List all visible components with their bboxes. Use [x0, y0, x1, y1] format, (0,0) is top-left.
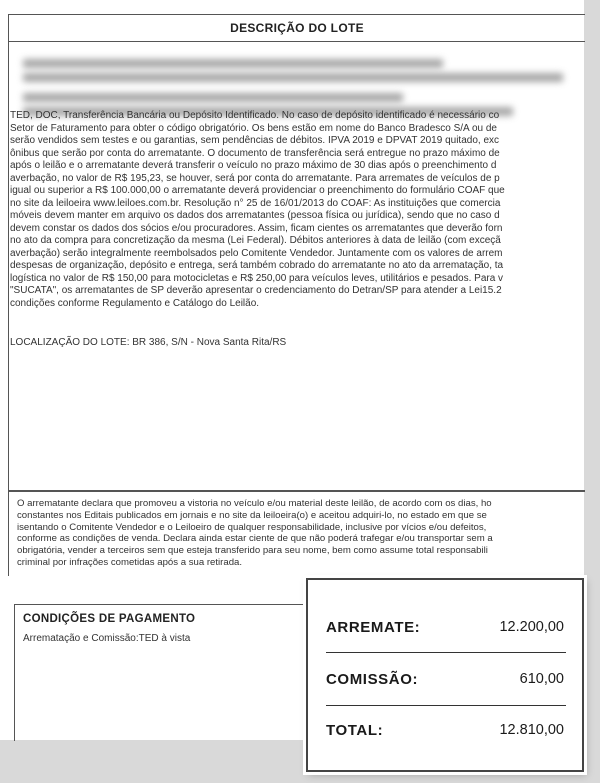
lot-description-body: TED, DOC, Transferência Bancária ou Depósito Identificado. No caso de depósito identificado é necessário co Setor de Faturamento para obter o código obrigatório. Os bens estão em nome do Banco Bradesco S/A ou de serão vendidos sem testes e ou garantias, sem pendências de débitos. IPVA 2019 e DPVAT 2019 quitado, exc ônibus que serão por conta do arrematante. O documento de transferência será entregue no prazo máximo de após o leilão e o arrematante deverá transferir o veículo no prazo máximo de 30 dias após o preenchimento d averbação, no valor de R$ 195,23, se houver, será por conta do arrematante. Para arremates de veículos de p igual ou superior a R$ 100.000,00 o arrematante deverá providenciar o preenchimento do formulário COAF que no site da leiloeira www.leiloes.com.br. Resolução n° 25 de 16/01/2013 do COAF: As instituições que comercia móveis devem manter em arquivo os dados dos arrematantes (pessoa física ou jurídica), sendo que no caso d devem constar os dados dos sócios e/ou procuradores. Assim, ficam cientes os arrematantes que deverão forn no ato da compra para concretização da mesma (Lei Federal). Débitos anteriores à data de leilão (com exceçã averbação) serão integralmente reembolsados pelo Comitente Vendedor. Juntamente com os valores de arrem despesas de organização, depósito e entrega, será também cobrado do arrematante no ato da arrematação, ta logística no valor de R$ 150,00 para motocicletas e R$ 250,00 para veículos leves, utilitários e pesados. Para v "SUCATA", os arrematantes de SP deverão apresentar o credenciamento do Detran/SP para atender a Lei15.2 condições conforme Regulamento e Catálogo do Leilão. [10, 110, 505, 309]
total-value: 12.810,00 [499, 722, 564, 738]
arremate-row [326, 612, 564, 642]
redacted-line [23, 73, 563, 82]
arremate-value: 12.200,00 [499, 619, 564, 635]
comissao-label: COMISSÃO: [326, 670, 419, 688]
total-row [326, 715, 564, 745]
declaration-text: O arrematante declara que promoveu a vistoria no veículo e/ou material deste leilão, de acordo com os dias, ho constantes nos Editais publicados em jornais e no site da leiloeira(o) e aceitou adquiri-lo, no estado em que se isentando o Comitente Vendedor e o Leiloeiro de qualquer responsabilidade, inclusive por vícios e/ou defeitos, conforme as condições de venda. Declara ainda estar ciente de que não poderá trafegar e/ou transportar sem a obrigatória, vender a terceiros sem que esteja transferido para seu nome, bem como assume total responsabili criminal por infrações cometidas após a sua retirada. [17, 498, 493, 568]
redacted-line [23, 59, 443, 68]
redacted-line [23, 93, 403, 102]
declaration-section [8, 491, 585, 576]
total-label: TOTAL: [326, 721, 384, 739]
arremate-label: ARREMATE: [326, 618, 421, 636]
divider [326, 652, 566, 653]
divider [326, 705, 566, 706]
lot-location: LOCALIZAÇÃO DO LOTE: BR 386, S/N - Nova Santa Rita/RS [10, 337, 287, 348]
comissao-value: 610,00 [519, 671, 564, 687]
payment-conditions-title: CONDIÇÕES DE PAGAMENTO [23, 613, 196, 625]
payment-conditions-text: Arrematação e Comissão:TED à vista [23, 633, 191, 644]
payment-conditions-section [14, 604, 346, 741]
comissao-row [326, 664, 564, 694]
lot-description-title: DESCRIÇÃO DO LOTE [9, 15, 585, 42]
price-summary-card [306, 578, 584, 772]
